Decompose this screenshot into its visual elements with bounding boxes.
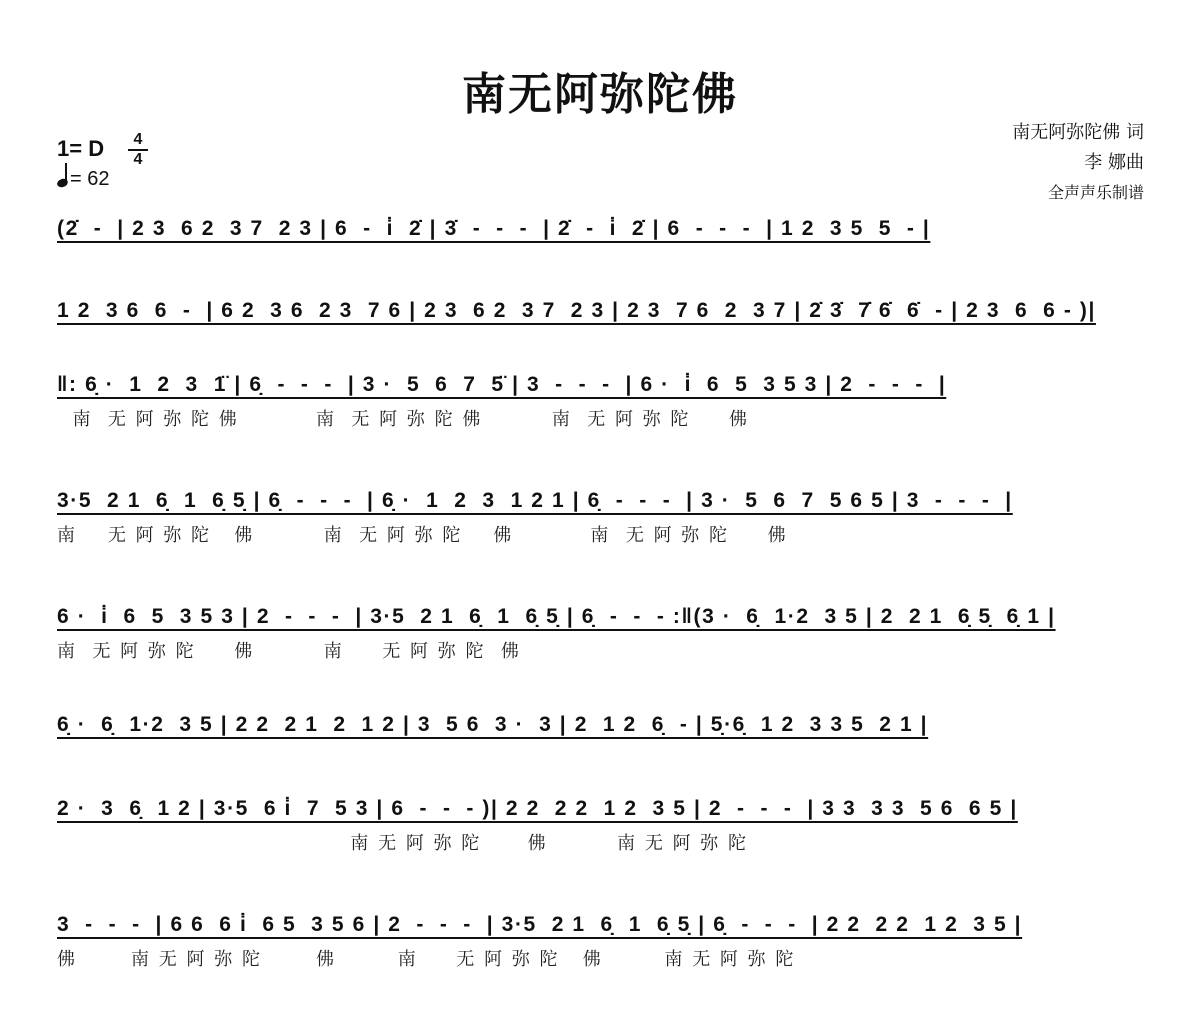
time-signature-bottom: 4 (133, 151, 143, 168)
lyric-line (57, 746, 1147, 774)
tempo-marking (57, 168, 109, 191)
notation-line: 3 - - - | 6 6 6 i̇ 6 5 3 5 6 | 2 - - - | 3·5 2 1 6̣ 1 6̣ 5̣ | 6̣ - - - | 2 2 2 2 1 2 3 5 | (57, 913, 1023, 936)
song-title: 南无阿弥陀佛 (462, 69, 738, 120)
quarter-note-icon (56, 177, 69, 188)
notation-line: (2̇ - | 2 3 6 2 3 7 2 3 | 6 - i̇ 2̇ | 3̇ - - - | 2̇ - i̇ 2̇ | 6 - - - | 1 2 3 5 5 - | (57, 217, 931, 240)
score-line-5 (57, 602, 1147, 666)
lyric-line: 南 无 阿 弥 陀 佛 南 无 阿 弥 陀 佛 南 无 阿 弥 陀 佛 (57, 409, 750, 430)
composer-credit: 李 娜曲 (1084, 152, 1144, 173)
score-line-2 (57, 296, 1147, 360)
time-signature-top: 4 (133, 131, 143, 148)
notation-line: 6 · i̇ 6 5 3 5 3 | 2 - - - | 3·5 2 1 6̣ 1 6̣ 5̣ | 6̣ - - - :‖(3 · 6̣ 1·2 3 5 | 2 2 1 6̣ 5̣ 6̣ 1 | (57, 605, 1056, 628)
lyric-line (57, 332, 1147, 360)
lyric-line: 佛 南 无 阿 弥 陀 佛 南 无 阿 弥 陀 佛 南 无 阿 弥 陀 (57, 949, 796, 970)
lyric-line: 南 无 阿 弥 陀 佛 南 无 阿 弥 陀 (57, 833, 749, 854)
notation-line: 1 2 3 6 6 - | 6 2 3 6 2 3 7 6 | 2 3 6 2 3 7 2 3 | 2 3 7 6 2 3 7 | 2̇ 3̇ 7̇ 6̇ 6̇ - | 2 3 6 6 - )| (57, 299, 1096, 322)
lyricist-credit: 南无阿弥陀佛 词 (1012, 122, 1144, 143)
credits (1012, 118, 1144, 208)
quarter-note-stem (65, 163, 67, 185)
lyric-line (57, 250, 1147, 278)
score-line-3 (57, 370, 1147, 434)
tempo-value: = 62 (70, 168, 110, 190)
notation-line: ‖: 6̣ · 1 2 3 1̈ | 6̣ - - - | 3 · 5 6 7 5̈ | 3 - - - | 6 · i̇ 6 5 3 5 3 | 2 - - - | (57, 373, 947, 396)
score-line-1 (57, 214, 1147, 278)
score-line-7 (57, 794, 1147, 858)
maker-credit: 全声声乐制谱 (1047, 183, 1144, 202)
score-line-4 (57, 486, 1147, 550)
notation-line: 3·5 2 1 6̣ 1 6̣ 5̣ | 6̣ - - - | 6̣ · 1 2 3 1 2 1 | 6̣ - - - | 3 · 5 6 7 5 6 5 | 3 - - - | (57, 489, 1013, 512)
score-line-6 (57, 710, 1147, 774)
notation-line: 6̣ · 6̣ 1·2 3 5 | 2 2 2 1 2 1 2 | 3 5 6 3 · 3 | 2 1 2 6̣ - | 5̣·6̣ 1 2 3 3 5 2 1 | (57, 713, 929, 736)
score-line-8 (57, 910, 1147, 974)
time-signature (128, 132, 148, 168)
key-signature: 1= D (57, 136, 105, 161)
notation-line: 2 · 3 6̣ 1 2 | 3·5 6 i̇ 7 5 3 | 6 - - - )| 2 2 2 2 1 2 3 5 | 2 - - - | 3 3 3 3 5 6 6 5 | (57, 797, 1018, 820)
lyric-line: 南 无 阿 弥 陀 佛 南 无 阿 弥 陀 佛 南 无 阿 弥 陀 佛 (57, 525, 788, 546)
lyric-line: 南 无 阿 弥 陀 佛 南 无 阿 弥 陀 佛 (57, 641, 521, 662)
